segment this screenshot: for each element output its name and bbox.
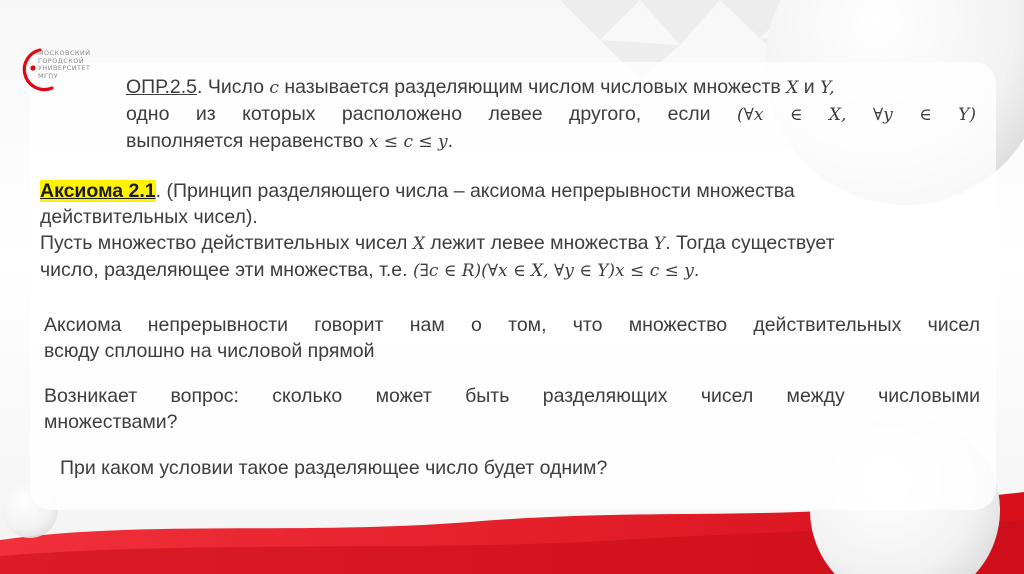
axiom-line-3-a: Пусть множество действительных чисел (40, 232, 408, 254)
axiom-var-y: Y (653, 234, 666, 254)
definition-var-c: c (269, 78, 279, 98)
axiom-line-4-a: число, разделяющее эти множества, т.е. (40, 259, 408, 281)
definition-line-2 (126, 101, 976, 128)
paragraph-continuity (44, 312, 980, 364)
logo-line-4: МГПУ (38, 71, 59, 80)
paragraph-question-line-2: множествами? (44, 411, 178, 433)
definition-text-b: называется разделяющим числом числовых множеств (284, 76, 781, 98)
definition-line-2-text: одно из которых расположено левее другого, если (126, 103, 711, 125)
axiom-line-3 (40, 230, 980, 257)
logo-line-3: УНИВЕРСИТЕТ (38, 64, 91, 73)
axiom-line-3-b: лежит левее множества (430, 232, 649, 254)
axiom-line-4 (40, 257, 980, 284)
axiom-line-2: действительных чисел). (40, 206, 258, 228)
axiom-line-4-end: . (693, 259, 700, 281)
axiom-line-1 (40, 178, 980, 204)
definition-line-2-math: (∀x ∈ X, ∀y ∈ Y) (736, 105, 976, 125)
definition-line-1 (126, 74, 976, 101)
paragraph-condition (60, 455, 960, 481)
paragraph-continuity-line-2: всюду сплошно на числовой прямой (44, 340, 375, 362)
definition-var-y: Y, (820, 78, 835, 98)
logo-line-2: ГОРОДСКОЙ (38, 56, 85, 65)
logo-line-1: МОСКОВСКИЙ (38, 49, 91, 57)
axiom-var-x: X (412, 234, 425, 254)
axiom-label: Аксиома 2.1 (40, 180, 156, 202)
definition-var-x: X (786, 78, 799, 98)
paragraph-question-line-1: Возникает вопрос: сколько может быть разделяющих чисел между числовыми (44, 385, 980, 407)
definition-label: ОПР.2.5 (126, 76, 198, 98)
definition-line-3-end: . (447, 130, 454, 152)
definition-inequality: x ≤ c ≤ y (368, 132, 448, 152)
axiom-formula: (∃c ∈ R)(∀x ∈ X, ∀y ∈ Y)x ≤ c ≤ y (412, 261, 694, 281)
definition-block (126, 74, 976, 155)
university-logo-text (38, 50, 91, 80)
paragraph-condition-line-1: При каком условии такое разделяющее число будет одним? (60, 457, 608, 479)
definition-line-3 (126, 128, 976, 155)
definition-text-a: . Число (197, 76, 264, 98)
axiom-block (40, 178, 980, 284)
axiom-title: . (Принцип разделяющего числа – аксиома непрерывности множества (155, 180, 795, 202)
definition-line-3-text: выполняется неравенство (126, 130, 364, 152)
definition-and: и (803, 76, 815, 98)
paragraph-continuity-line-1: Аксиома непрерывности говорит нам о том, что множество действительных чисел (44, 314, 980, 336)
axiom-line-3-c: . Тогда существует (665, 232, 835, 254)
paragraph-question (44, 383, 980, 435)
